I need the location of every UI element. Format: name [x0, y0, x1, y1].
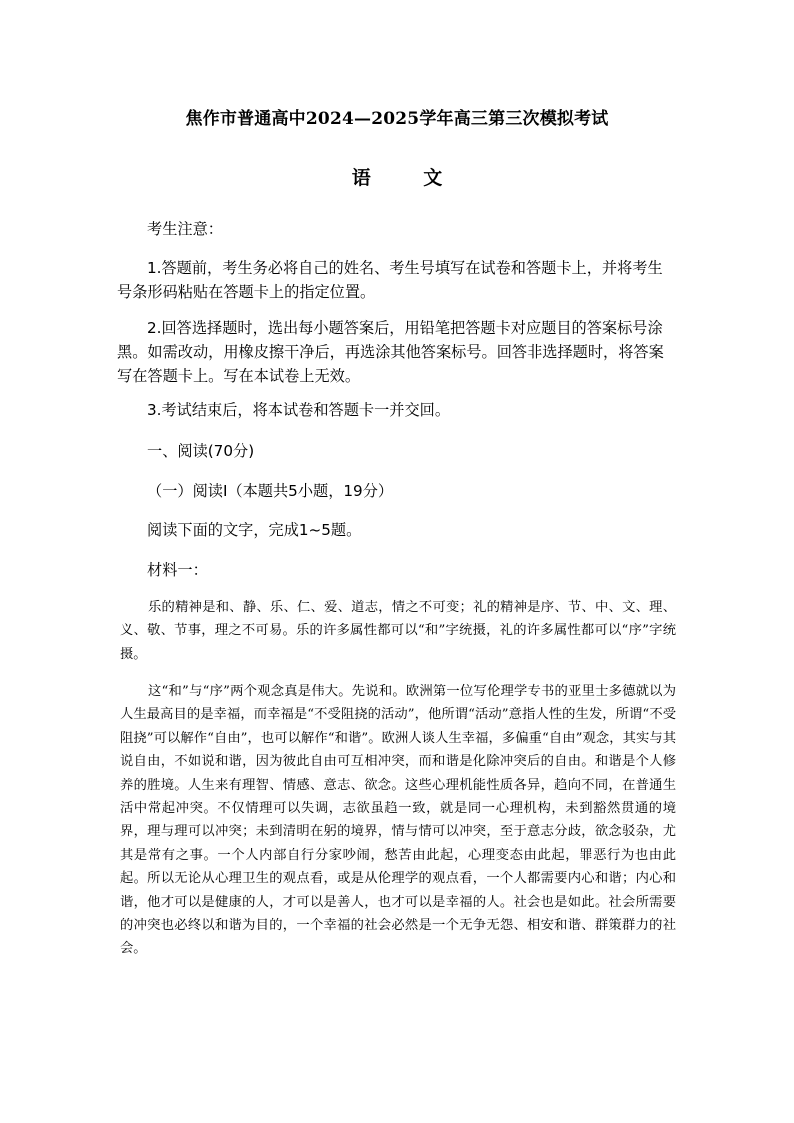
material-paragraph-1: 乐的精神是和、静、乐、仁、爱、道志，情之不可变；礼的精神是序、节、中、文、理、义、敬、节事，理之不可易。乐的许多属性都可以“和”字统摄，礼的许多属性都可以“序”字统摄。 — [120, 600, 676, 662]
notice-item-1: 1.答题前，考生务必将自己的姓名、考生号填写在试卷和答题卡上，并将考生号条形码粘贴在答题卡上的指定位置。 — [117, 259, 663, 301]
material-label: 材料一： — [147, 561, 208, 579]
material-paragraph-2: 这“和”与“序”两个观念真是伟大。先说和。欧洲第一位写伦理学专书的亚里士多德就以为人生最高目的是幸福，而幸福是“不受阻挠的活动”，他所谓“活动”意指人性的生发，所谓“不受阻挠”可以解作“自由”，也可以解作“和谐”。欧洲人谈人生幸福，多偏重“自由”观念，其实与其说自由，不如说和谐，因为彼此自由可互相冲突，而和谐是化除冲突后的自由。和谐是个人修养的胜境。人生来有理智、情感、意志、欲念。这些心理机能性质各异，趋向不同，在普通生活中常起冲突。不仅情理可以失调，志欲虽趋一致，就是同一心理机构，未到豁然贯通的境界，理与理可以冲突；未到清明在躬的境界，情与情可以冲突，至于意志分歧，欲念驳杂，尤其是常有之事。一个人内部自行分家吵闹，愁苦由此起，心理变态由此起，罪恶行为也由此起。所以无论从心理卫生的观点看，或是从伦理学的观点看，一个人都需要内心和谐；内心和谐，他才可以是健康的人，才可以是善人，也才可以是幸福的人。社会也是如此。社会所需要的冲突也必终以和谐为目的，一个幸福的社会必然是一个无争无怨、相安和谐、群策群力的社会。 — [120, 684, 676, 957]
question-instruction: 阅读下面的文字，完成1~5题。 — [147, 521, 362, 539]
section-heading: 一、阅读(70分) — [147, 442, 255, 460]
notice-item-3: 3.考试结束后，将本试卷和答题卡一并交回。 — [147, 401, 451, 419]
notice-item-2: 2.回答选择题时，选出每小题答案后，用铅笔把答题卡对应题目的答案标号涂黑。如需改动，用橡皮擦干净后，再选涂其他答案标号。回答非选择题时，将答案写在答题卡上。写在本试卷上无效。 — [117, 319, 664, 385]
notice-heading: 考生注意： — [147, 220, 223, 238]
subject-heading: 语 文 — [351, 167, 443, 189]
exam-title: 焦作市普通高中2024—2025学年高三第三次模拟考试 — [185, 109, 609, 129]
section-subheading: （一）阅读Ⅰ（本题共5小题，19分） — [147, 482, 394, 500]
